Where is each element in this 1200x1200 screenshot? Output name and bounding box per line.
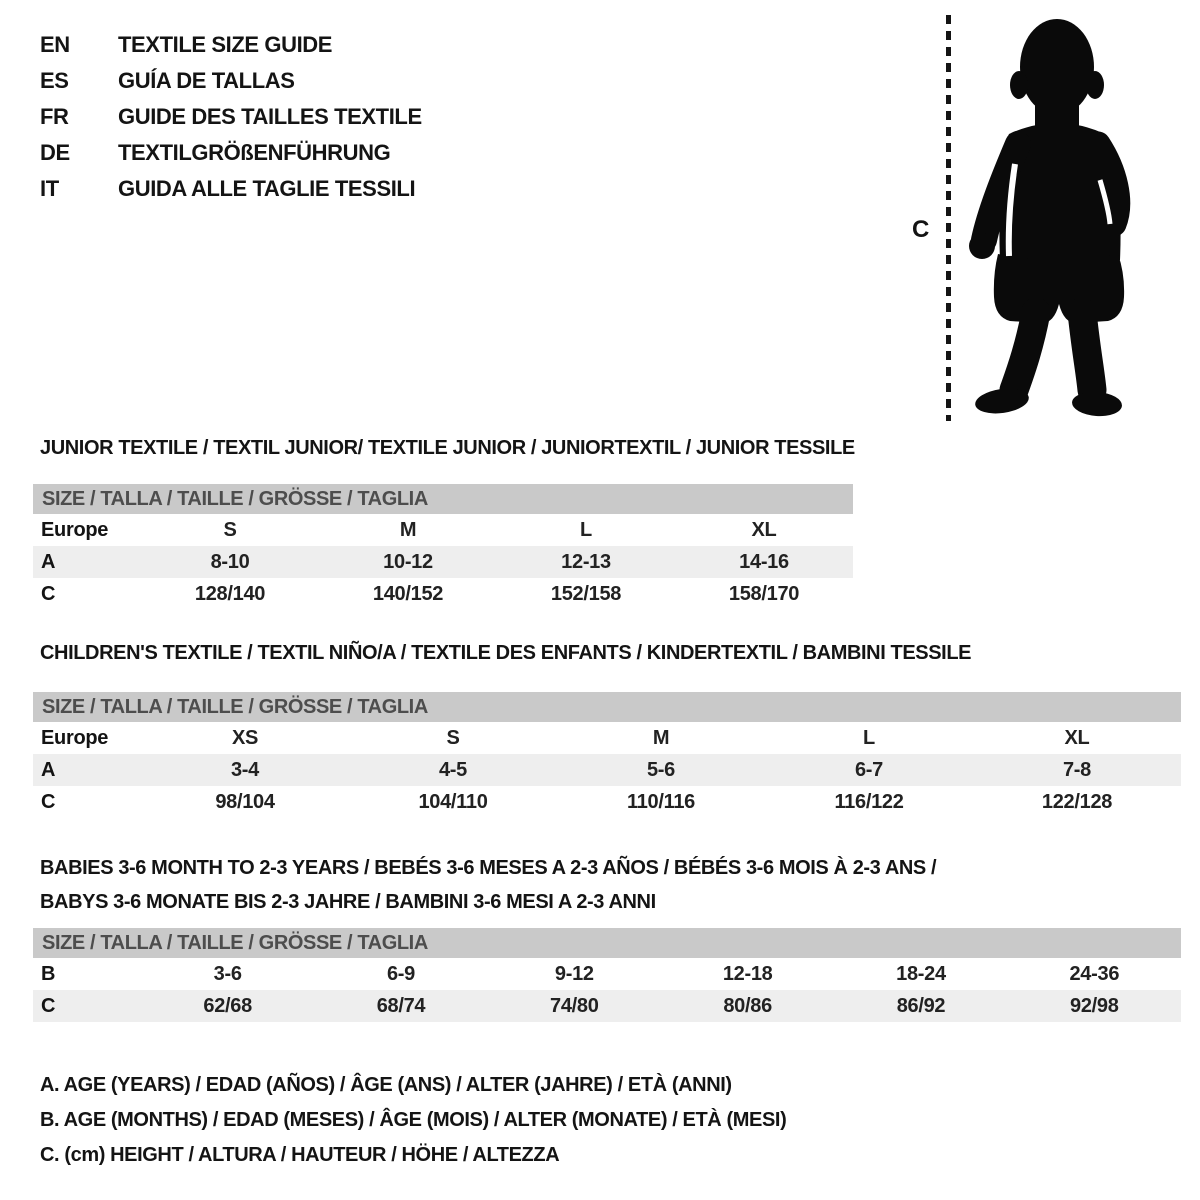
language-row-es [40, 63, 422, 99]
legend-line-a: A. AGE (YEARS) / EDAD (AÑOS) / ÂGE (ANS) / ALTER (JAHRE) / ETÀ (ANNI) [40, 1074, 732, 1096]
value-cell: M [399, 518, 417, 541]
value-cell: 122/128 [1041, 790, 1113, 813]
value-cell: 12-18 [722, 962, 773, 985]
legend-line-b: B. AGE (MONTHS) / EDAD (MESES) / ÂGE (MOIS) / ALTER (MONATE) / ETÀ (MESI) [40, 1109, 787, 1131]
value-cell: 74/80 [550, 994, 599, 1017]
height-dashed-line [946, 15, 951, 421]
language-code: DE [40, 140, 70, 165]
size-header-bar: SIZE / TALLA / TAILLE / GRÖSSE / TAGLIA [33, 484, 853, 514]
babies-title-line-1: BABIES 3-6 MONTH TO 2-3 YEARS / BEBÉS 3-6 MESES A 2-3 AÑOS / BÉBÉS 3-6 MOIS À 2-3 ANS / [40, 857, 937, 879]
value-cell: 7-8 [1062, 758, 1091, 781]
row-label-cell: C [41, 582, 56, 605]
value-cell: 10-12 [383, 550, 433, 573]
value-cell: S [223, 518, 237, 541]
junior-size-table [33, 484, 853, 610]
table-row [33, 754, 1181, 786]
language-code: ES [40, 68, 69, 93]
legend-line-c: C. (cm) HEIGHT / ALTURA / HAUTEUR / HÖHE / ALTEZZA [40, 1144, 560, 1166]
junior-table [33, 514, 853, 610]
value-cell: 104/110 [418, 790, 488, 813]
row-label-cell: B [41, 962, 56, 985]
language-code: FR [40, 104, 69, 129]
value-cell: 86/92 [896, 994, 946, 1017]
value-cell: 80/86 [723, 994, 772, 1017]
babies-title-line-2: BABYS 3-6 MONATE BIS 2-3 JAHRE / BAMBINI 3-6 MESI A 2-3 ANNI [40, 891, 656, 913]
value-cell: 6-9 [386, 962, 415, 985]
language-row-it [40, 171, 422, 207]
toddler-silhouette-svg [962, 12, 1152, 417]
row-label-cell: A [41, 550, 56, 573]
language-label: GUÍA DE TALLAS [118, 68, 295, 93]
row-label-cell: Europe [41, 726, 109, 749]
children-table [33, 722, 1181, 818]
size-header-bar: SIZE / TALLA / TAILLE / GRÖSSE / TAGLIA [33, 692, 1181, 722]
value-cell: 158/170 [728, 582, 800, 605]
language-label: TEXTILGRÖßENFÜHRUNG [118, 140, 391, 165]
value-cell: 3-6 [213, 962, 242, 985]
row-label-cell: C [41, 994, 56, 1017]
value-cell: 98/104 [215, 790, 275, 813]
value-cell: M [652, 726, 670, 749]
value-cell: XL [751, 518, 777, 541]
language-label: TEXTILE SIZE GUIDE [118, 32, 333, 57]
value-cell: 128/140 [194, 582, 266, 605]
language-code: EN [40, 32, 70, 57]
value-cell: 68/74 [376, 994, 426, 1017]
babies-size-table [33, 928, 1181, 1022]
value-cell: L [580, 518, 592, 541]
children-size-table [33, 692, 1181, 818]
row-label-cell: C [41, 790, 56, 813]
junior-section-title: JUNIOR TEXTILE / TEXTIL JUNIOR/ TEXTILE JUNIOR / JUNIORTEXTIL / JUNIOR TESSILE [40, 437, 855, 459]
value-cell: 6-7 [854, 758, 883, 781]
value-cell: 9-12 [554, 962, 594, 985]
language-label: GUIDE DES TAILLES TEXTILE [118, 104, 422, 129]
babies-table [33, 958, 1181, 1022]
value-cell: 24-36 [1069, 962, 1120, 985]
language-code: IT [40, 176, 59, 201]
value-cell: 12-13 [561, 550, 611, 573]
value-cell: 8-10 [210, 550, 250, 573]
row-label-cell: Europe [41, 518, 109, 541]
value-cell: 152/158 [550, 582, 622, 605]
language-row-fr [40, 99, 422, 135]
table-row [33, 722, 1181, 754]
value-cell: 18-24 [896, 962, 946, 985]
value-cell: XS [231, 726, 259, 749]
height-measure-label: C [912, 216, 930, 243]
value-cell: 110/116 [627, 790, 695, 813]
table-row [33, 958, 1181, 990]
value-cell: 116/122 [834, 790, 904, 813]
table-row [33, 546, 853, 578]
babies-section-title [40, 851, 936, 919]
language-list [40, 27, 422, 207]
language-label: GUIDA ALLE TAGLIE TESSILI [118, 176, 416, 201]
value-cell: XL [1064, 726, 1090, 749]
table-row [33, 514, 853, 546]
size-header-bar: SIZE / TALLA / TAILLE / GRÖSSE / TAGLIA [33, 928, 1181, 958]
value-cell: S [446, 726, 460, 749]
toddler-silhouette-icon [962, 12, 1152, 417]
value-cell: 5-6 [646, 758, 675, 781]
value-cell: L [863, 726, 875, 749]
value-cell: 4-5 [438, 758, 467, 781]
table-row [33, 786, 1181, 818]
children-section-title: CHILDREN'S TEXTILE / TEXTIL NIÑO/A / TEXTILE DES ENFANTS / KINDERTEXTIL / BAMBINI TESSILE [40, 642, 972, 664]
value-cell: 92/98 [1070, 994, 1119, 1017]
row-label-cell: A [41, 758, 56, 781]
value-cell: 3-4 [230, 758, 259, 781]
table-row [33, 578, 853, 610]
language-row-en [40, 27, 422, 63]
value-cell: 14-16 [739, 550, 789, 573]
value-cell: 140/152 [372, 582, 444, 605]
value-cell: 62/68 [203, 994, 252, 1017]
language-row-de [40, 135, 422, 171]
table-row [33, 990, 1181, 1022]
measure-legend [40, 1068, 786, 1173]
